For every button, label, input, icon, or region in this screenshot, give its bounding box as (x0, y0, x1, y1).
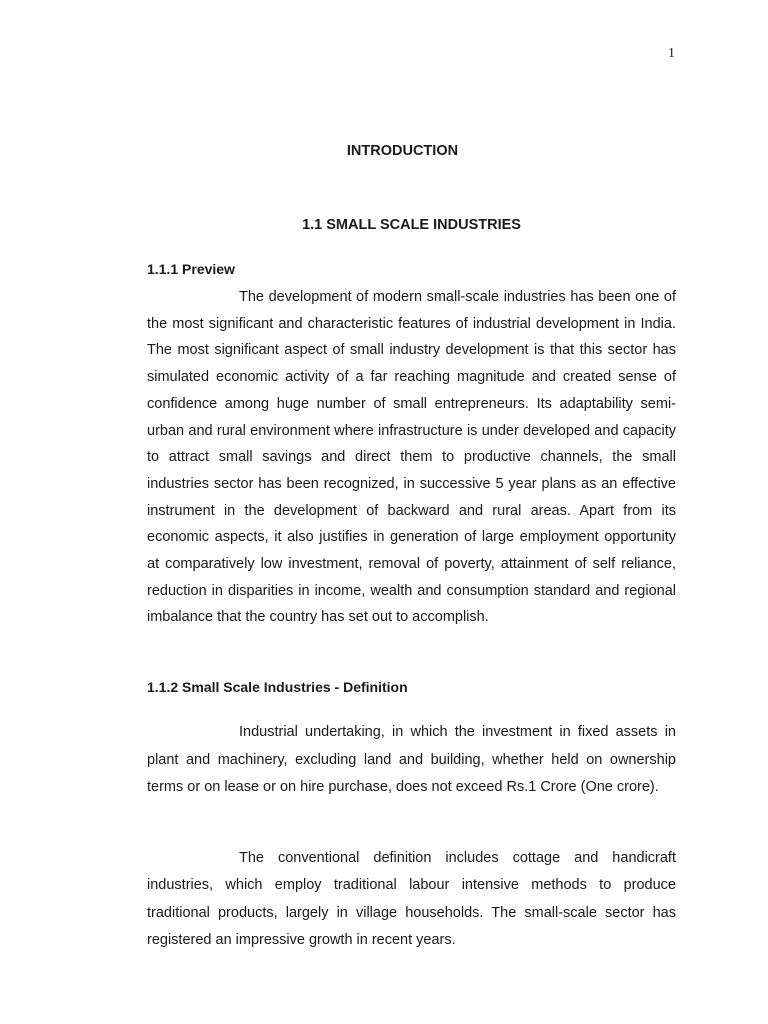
preview-heading: 1.1.1 Preview (147, 261, 235, 277)
definition-paragraph: Industrial undertaking, in which the investment in fixed assets in plant and machinery, excluding land and building, whether held on ownership terms or on lease or on hire purchase, does not exceed Rs.1 Crore (One crore). (147, 724, 676, 795)
page-number: 1 (668, 46, 675, 61)
definition-paragraph: The conventional definition includes cottage and handicraft industries, which employ traditional labour intensive methods to produce traditional products, largely in village households. The small-scale sector has registered an impressive growth in recent years. (147, 850, 676, 948)
definition-heading: 1.1.2 Small Scale Industries - Definition (147, 679, 408, 695)
section-title: 1.1 SMALL SCALE INDUSTRIES (302, 217, 521, 233)
preview-paragraph: The development of modern small-scale industries has been one of the most significant and characteristic features of industrial development in India. The most significant aspect of small industry development is that this sector has simulated economic activity of a far reaching magnitude and created sense of confidence among huge number of small entrepreneurs. Its adaptability semi-urban and rural environment where infrastructure is under developed and capacity to attract small savings and direct them to productive channels, the small industries sector has been recognized, in successive 5 year plans as an effective instrument in the development of backward and rural areas. Apart from its economic aspects, it also justifies in generation of large employment opportunity at comparatively low investment, removal of poverty, attainment of self reliance, reduction in disparities in income, wealth and consumption standard and regional imbalance that the country has set out to accomplish. (147, 289, 676, 626)
chapter-title: INTRODUCTION (346, 143, 459, 159)
